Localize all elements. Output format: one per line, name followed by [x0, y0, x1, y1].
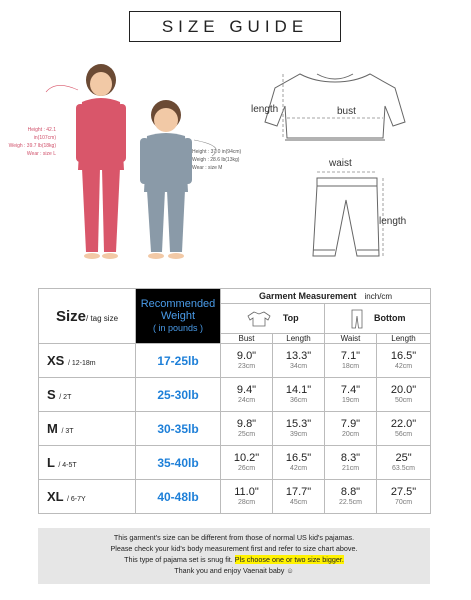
bottom-label: Bottom [374, 312, 406, 323]
girl-model [76, 64, 126, 259]
garment-diagram [245, 60, 425, 280]
pants-icon [350, 309, 364, 329]
weight-header-unit: ( in pounds ) [152, 323, 204, 333]
models-photo [8, 60, 252, 270]
boy-height: Height : 37.0 in(94cm) [192, 149, 242, 155]
weight-header-line1: Recommended [140, 298, 216, 310]
size-up-highlight: Pls choose one or two size bigger. [234, 555, 344, 564]
waist-cell: 8.8" 22.5cm [325, 480, 377, 514]
size-cell: XS / 12-18m [39, 344, 136, 378]
table-row [39, 344, 431, 378]
top-bust-label: bust [337, 106, 356, 117]
top-label: Top [282, 312, 299, 323]
waist-cell: 7.9" 20cm [325, 412, 377, 446]
size-header-text: Size [55, 307, 86, 325]
bottom-diagram [313, 178, 379, 256]
notice-line-3 [38, 554, 430, 565]
shirt-icon [246, 310, 272, 328]
thank-you-text: Thank you and enjoy Vaenait baby [174, 566, 285, 575]
bottom-length-label: length [379, 216, 407, 227]
top-length-cell: 13.3" 34cm [273, 344, 325, 378]
table-row [39, 412, 431, 446]
notice-line-4 [38, 565, 430, 576]
top-length-cell: 14.1" 36cm [273, 378, 325, 412]
girl-weight: Weigh : 39.7 lb(18kg) [8, 143, 56, 149]
table-row [39, 480, 431, 514]
unit-text: inch/cm [364, 292, 393, 301]
size-chart [38, 288, 430, 516]
boy-model [140, 100, 192, 259]
bust-cell: 9.4" 24cm [221, 378, 273, 412]
bottom-header [325, 304, 431, 334]
size-cell: L / 4-5T [39, 446, 136, 480]
notice-line-3-text: This type of pajama set is snug fit. [124, 555, 235, 564]
smiley-icon: ☺ [286, 566, 294, 575]
bottom-length-cell: 22.0" 56cm [377, 412, 431, 446]
weight-cell: 35-40lb [136, 446, 221, 480]
page-title: SIZE GUIDE [129, 11, 341, 42]
size-cell: XL / 6-7Y [39, 480, 136, 514]
top-length-label: length [251, 104, 279, 115]
top-diagram [265, 74, 405, 140]
bust-col-header: Bust [221, 334, 273, 344]
bust-cell: 9.8" 25cm [221, 412, 273, 446]
weight-cell: 17-25lb [136, 344, 221, 378]
waist-cell: 7.4" 19cm [325, 378, 377, 412]
pajama-diagram [245, 60, 425, 280]
girl-height: Height : 42.1 in(107cm) [27, 127, 56, 141]
bottom-length-cell: 20.0" 50cm [377, 378, 431, 412]
weight-cell: 40-48lb [136, 480, 221, 514]
boy-wear-size: Wear : size M [192, 165, 223, 171]
bust-cell: 10.2" 26cm [221, 446, 273, 480]
bust-cell: 11.0" 28cm [221, 480, 273, 514]
tag-size-header-text: / tag size [86, 313, 119, 323]
table-row [39, 378, 431, 412]
waist-col-header: Waist [325, 334, 377, 344]
girl-wear-size: Wear : size L [26, 151, 56, 157]
top-header [221, 304, 325, 334]
top-length-col-header: Length [273, 334, 325, 344]
boy-weight: Weigh : 28.6 lb(13kg) [192, 157, 240, 163]
bust-cell: 9.0" 23cm [221, 344, 273, 378]
fit-notice [38, 528, 430, 584]
notice-line-2: Please check your kid's body measurement first and refer to size chart above. [110, 544, 358, 553]
waist-cell: 7.1" 18cm [325, 344, 377, 378]
bottom-length-cell: 27.5" 70cm [377, 480, 431, 514]
top-length-cell: 17.7" 45cm [273, 480, 325, 514]
girl-measurements [6, 126, 56, 158]
weight-cell: 30-35lb [136, 412, 221, 446]
garment-measurement-text: Garment Measurement [258, 291, 357, 301]
bottom-length-col-header: Length [377, 334, 431, 344]
bottom-length-cell: 25" 63.5cm [377, 446, 431, 480]
top-length-cell: 16.5" 42cm [273, 446, 325, 480]
size-column-header [39, 289, 136, 344]
waist-cell: 8.3" 21cm [325, 446, 377, 480]
table-row [39, 446, 431, 480]
boy-measurements [192, 148, 252, 172]
bottom-length-cell: 16.5" 42cm [377, 344, 431, 378]
weight-header-line2: Weight [160, 310, 196, 322]
weight-column-header [136, 289, 221, 344]
size-cell: M / 3T [39, 412, 136, 446]
garment-measurement-header [221, 289, 431, 304]
notice-line-1: This garment's size can be different from those of normal US kid's pajamas. [113, 533, 355, 542]
bottom-waist-label: waist [329, 158, 352, 169]
weight-cell: 25-30lb [136, 378, 221, 412]
size-cell: S / 2T [39, 378, 136, 412]
top-length-cell: 15.3" 39cm [273, 412, 325, 446]
size-table [38, 288, 431, 514]
